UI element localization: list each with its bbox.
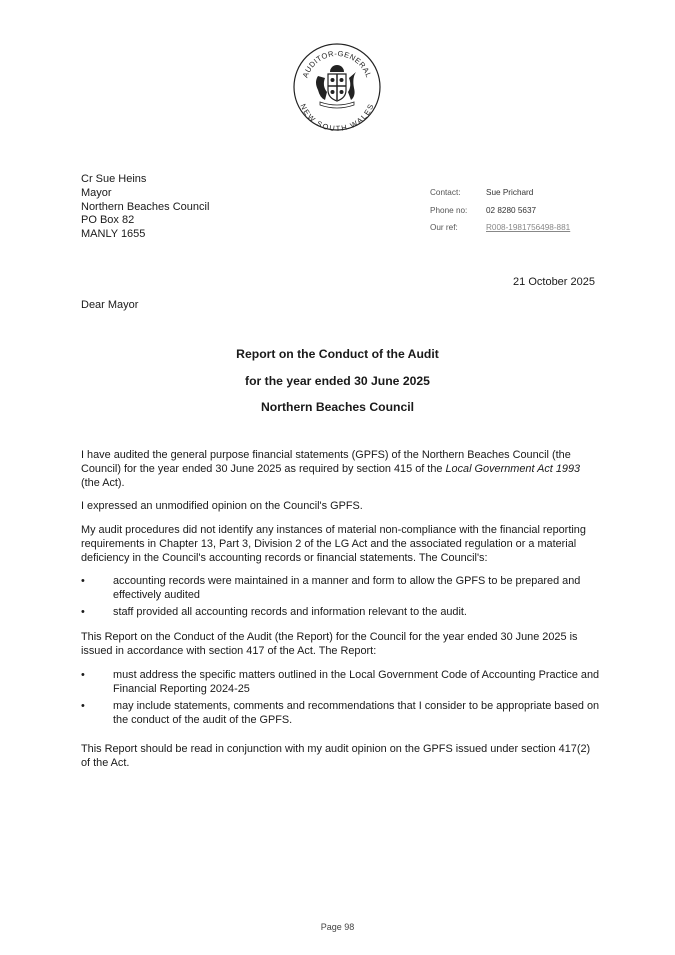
phone-row — [430, 202, 570, 220]
contact-value: Sue Prichard — [486, 188, 534, 198]
contact-label: Contact: — [430, 188, 461, 198]
contact-row — [430, 184, 570, 202]
paragraph-audit-scope-text: I have audited the general purpose financial statements (GPFS) of the Northern Beaches Council (the Council) for the year ended 30 June 2025 as required by section 415 of the — [81, 449, 571, 475]
paragraph-findings — [81, 523, 601, 565]
paragraph-conjunction — [81, 742, 601, 770]
phone-value: 02 8280 5637 — [486, 205, 537, 215]
bullet-icon: • — [81, 575, 85, 587]
recipient-address — [81, 173, 209, 242]
recipient-organisation: Northern Beaches Council — [81, 200, 210, 213]
bullet-icon: • — [81, 606, 85, 618]
contact-block — [430, 184, 570, 237]
reference-label: Our ref: — [430, 223, 458, 233]
report-period: for the year ended 30 June 2025 — [245, 374, 430, 388]
reference-link[interactable]: R008-1981756498-881 — [486, 223, 571, 233]
reference-row — [430, 219, 570, 237]
paragraph-report-purpose-text: This Report on the Conduct of the Audit (the Report) for the Council for the year ended 30 June 2025 is issued in accordance with section 417 of the Act. The Report: — [81, 631, 578, 657]
paragraph-audit-scope-end: (the Act). — [81, 477, 125, 489]
list-item-text: may include statements, comments and recommendations that I consider to be appropriate based on the conduct of the audit of the GPFS. — [113, 700, 600, 726]
recipient-title: Mayor — [81, 186, 112, 199]
list-item-text: must address the specific matters outlined in the Local Government Code of Accounting Practice and Financial Reporting 2024-25 — [113, 669, 600, 695]
bullet-icon: • — [81, 669, 85, 681]
list-item — [81, 574, 601, 602]
page-number: Page 98 — [320, 922, 355, 932]
paragraph-audit-scope — [81, 448, 601, 490]
salutation: Dear Mayor — [81, 299, 139, 311]
list-item-text: staff provided all accounting records and information relevant to the audit. — [113, 606, 467, 618]
paragraph-opinion — [81, 499, 601, 513]
act-name: Local Government Act 1993 — [445, 463, 581, 475]
list-item — [81, 605, 601, 619]
seal-bottom-text: NEW SOUTH WALES — [298, 102, 376, 132]
coat-of-arms-icon — [292, 42, 382, 132]
auditor-general-seal — [292, 42, 382, 132]
recipient-name: Cr Sue Heins — [81, 173, 147, 185]
bullet-icon: • — [81, 700, 85, 712]
list-item-text: accounting records were maintained in a manner and form to allow the GPFS to be prepared and effectively audited — [113, 575, 581, 601]
list-item — [81, 668, 601, 696]
recipient-po-box: PO Box 82 — [81, 214, 135, 227]
paragraph-findings-text: My audit procedures did not identify any instances of material non-compliance with the financial reporting requirements in Chapter 13, Part 3, Division 2 of the LG Act and the associated regulation or a material deficiency in the Council's accounting records or financial statements. The Council's: — [81, 524, 586, 564]
list-item — [81, 699, 601, 727]
report-title: Report on the Conduct of the Audit — [236, 347, 439, 361]
recipient-suburb: MANLY 1655 — [81, 228, 146, 241]
paragraph-report-purpose — [81, 630, 601, 658]
paragraph-conjunction-text: This Report should be read in conjunction with my audit opinion on the GPFS issued under section 417(2) of the Act. — [81, 743, 591, 769]
phone-label: Phone no: — [430, 205, 468, 215]
paragraph-opinion-text: I expressed an unmodified opinion on the Council's GPFS. — [81, 500, 363, 512]
report-council: Northern Beaches Council — [260, 400, 415, 414]
letter-date: 21 October 2025 — [513, 276, 595, 288]
seal-top-text: AUDITOR-GENERAL — [300, 48, 374, 79]
